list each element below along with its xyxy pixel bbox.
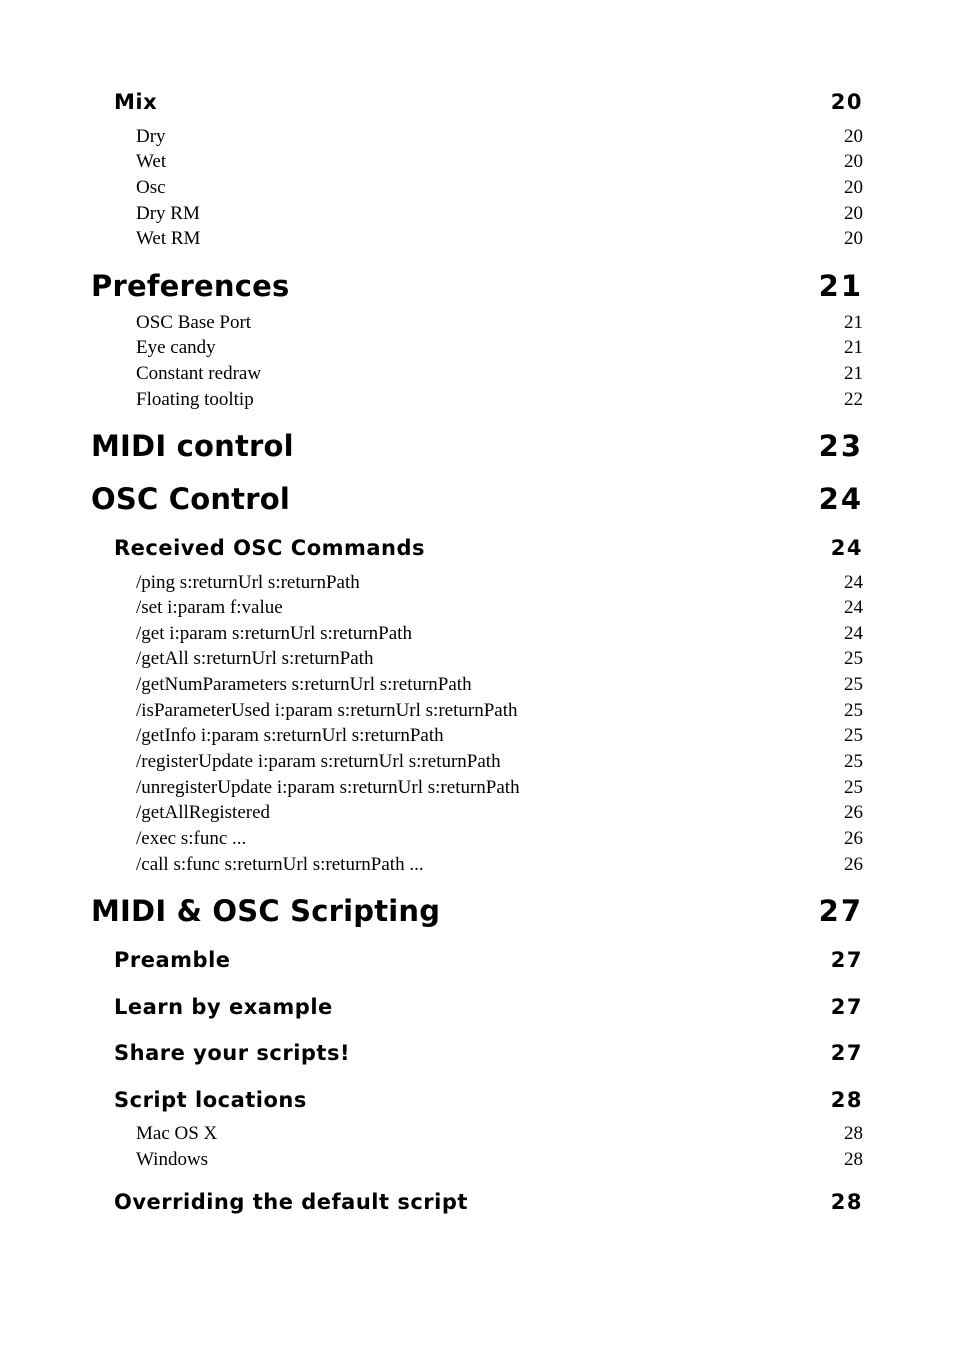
toc-entry-label: Constant redraw: [136, 363, 262, 384]
toc-entry-label: /exec s:func ...: [136, 828, 247, 849]
toc-entry-page: 27: [830, 948, 863, 972]
toc-entry-page: 25: [844, 777, 863, 798]
toc-entry[interactable]: [0, 995, 954, 1019]
toc-entry-label: /registerUpdate i:param s:returnUrl s:returnPath: [136, 751, 501, 772]
toc-entry-label: Osc: [136, 177, 166, 198]
toc-entry[interactable]: [0, 1041, 954, 1065]
toc-entry-page: 21: [844, 337, 863, 358]
toc-entry-label: /get i:param s:returnUrl s:returnPath: [136, 623, 412, 644]
toc-entry[interactable]: [0, 429, 954, 463]
toc-entry[interactable]: [0, 751, 954, 773]
toc-entry-label: Mac OS X: [136, 1123, 218, 1144]
toc-entry[interactable]: [0, 572, 954, 594]
toc-entry[interactable]: [0, 725, 954, 747]
toc-entry-label: Received OSC Commands: [114, 536, 426, 560]
toc-entry[interactable]: [0, 623, 954, 645]
toc-entry-page: 26: [844, 828, 863, 849]
toc-entry[interactable]: [0, 674, 954, 696]
toc-entry-page: 20: [830, 90, 863, 114]
toc-entry-page: 24: [844, 597, 863, 618]
toc-entry[interactable]: [0, 269, 954, 303]
toc-entry-page: 20: [844, 126, 863, 147]
toc-entry-page: 26: [844, 802, 863, 823]
toc-entry[interactable]: [0, 363, 954, 385]
toc-entry-page: 20: [844, 177, 863, 198]
toc-entry-label: /getAll s:returnUrl s:returnPath: [136, 648, 374, 669]
toc-entry-label: /call s:func s:returnUrl s:returnPath ...: [136, 854, 424, 875]
toc-entry-label: Windows: [136, 1149, 209, 1170]
toc-entry[interactable]: [0, 1190, 954, 1214]
toc-entry-label: /getInfo i:param s:returnUrl s:returnPath: [136, 725, 444, 746]
toc-entry-label: Share your scripts!: [114, 1041, 351, 1065]
toc-entry-label: /set i:param f:value: [136, 597, 283, 618]
toc-entry-page: 24: [844, 623, 863, 644]
toc-entry-label: MIDI & OSC Scripting: [91, 894, 441, 928]
toc-entry-label: OSC Control: [91, 482, 290, 516]
toc-entry[interactable]: [0, 228, 954, 250]
toc-entry-label: Wet: [136, 151, 167, 172]
toc-entry-page: 25: [844, 648, 863, 669]
toc-entry[interactable]: [0, 482, 954, 516]
toc-entry-label: Preamble: [114, 948, 231, 972]
toc-entry-page: 20: [844, 203, 863, 224]
toc-entry[interactable]: [0, 203, 954, 225]
toc-entry-page: 24: [818, 482, 863, 516]
toc-entry-page: 21: [844, 363, 863, 384]
toc-entry[interactable]: [0, 1149, 954, 1171]
toc-entry-page: 21: [844, 312, 863, 333]
toc-entry-label: Dry: [136, 126, 166, 147]
toc-entry-page: 27: [830, 995, 863, 1019]
toc-entry[interactable]: [0, 894, 954, 928]
toc-entry-page: 20: [844, 151, 863, 172]
toc-entry[interactable]: [0, 126, 954, 148]
toc-entry-label: Eye candy: [136, 337, 216, 358]
toc-entry-page: 28: [830, 1190, 863, 1214]
toc-entry[interactable]: [0, 90, 954, 114]
toc-entry-label: Mix: [114, 90, 158, 114]
toc-entry-label: Preferences: [91, 269, 290, 303]
toc-entry[interactable]: [0, 854, 954, 876]
toc-entry[interactable]: [0, 777, 954, 799]
toc-entry-label: /isParameterUsed i:param s:returnUrl s:returnPath: [136, 700, 518, 721]
toc-entry[interactable]: [0, 151, 954, 173]
toc-entry-page: 28: [830, 1088, 863, 1112]
toc-entry-page: 25: [844, 725, 863, 746]
toc-entry[interactable]: [0, 828, 954, 850]
toc-entry-label: Dry RM: [136, 203, 200, 224]
toc-entry-page: 22: [844, 389, 863, 410]
toc-entry[interactable]: [0, 948, 954, 972]
toc-entry-page: 24: [830, 536, 863, 560]
toc-entry-page: 28: [844, 1123, 863, 1144]
toc-entry-page: 28: [844, 1149, 863, 1170]
toc-entry[interactable]: [0, 536, 954, 560]
toc-entry-label: /getAllRegistered: [136, 802, 271, 823]
toc-entry[interactable]: [0, 337, 954, 359]
toc-entry[interactable]: [0, 648, 954, 670]
toc-entry-page: 20: [844, 228, 863, 249]
toc-entry-page: 23: [818, 429, 863, 463]
toc-entry[interactable]: [0, 177, 954, 199]
toc-entry-page: 27: [818, 894, 863, 928]
toc-entry[interactable]: [0, 312, 954, 334]
toc-entry-label: MIDI control: [91, 429, 294, 463]
toc-entry-label: Script locations: [114, 1088, 307, 1112]
toc-entry-page: 25: [844, 700, 863, 721]
toc-entry-page: 25: [844, 751, 863, 772]
toc-entry-page: 25: [844, 674, 863, 695]
toc-entry-label: OSC Base Port: [136, 312, 252, 333]
toc-entry-label: Learn by example: [114, 995, 333, 1019]
toc-entry-label: Wet RM: [136, 228, 201, 249]
toc-entry-page: 24: [844, 572, 863, 593]
toc-entry-page: 27: [830, 1041, 863, 1065]
toc-entry[interactable]: [0, 597, 954, 619]
toc-entry-label: /ping s:returnUrl s:returnPath: [136, 572, 360, 593]
toc-entry[interactable]: [0, 802, 954, 824]
toc-entry-label: Floating tooltip: [136, 389, 254, 410]
toc-entry-page: 21: [818, 269, 863, 303]
toc-entry-label: Overriding the default script: [114, 1190, 468, 1214]
toc-entry[interactable]: [0, 1088, 954, 1112]
toc-entry-label: /getNumParameters s:returnUrl s:returnPath: [136, 674, 472, 695]
toc-entry[interactable]: [0, 700, 954, 722]
toc-entry[interactable]: [0, 389, 954, 411]
toc-entry[interactable]: [0, 1123, 954, 1145]
toc-entry-page: 26: [844, 854, 863, 875]
toc-entry-label: /unregisterUpdate i:param s:returnUrl s:returnPath: [136, 777, 520, 798]
